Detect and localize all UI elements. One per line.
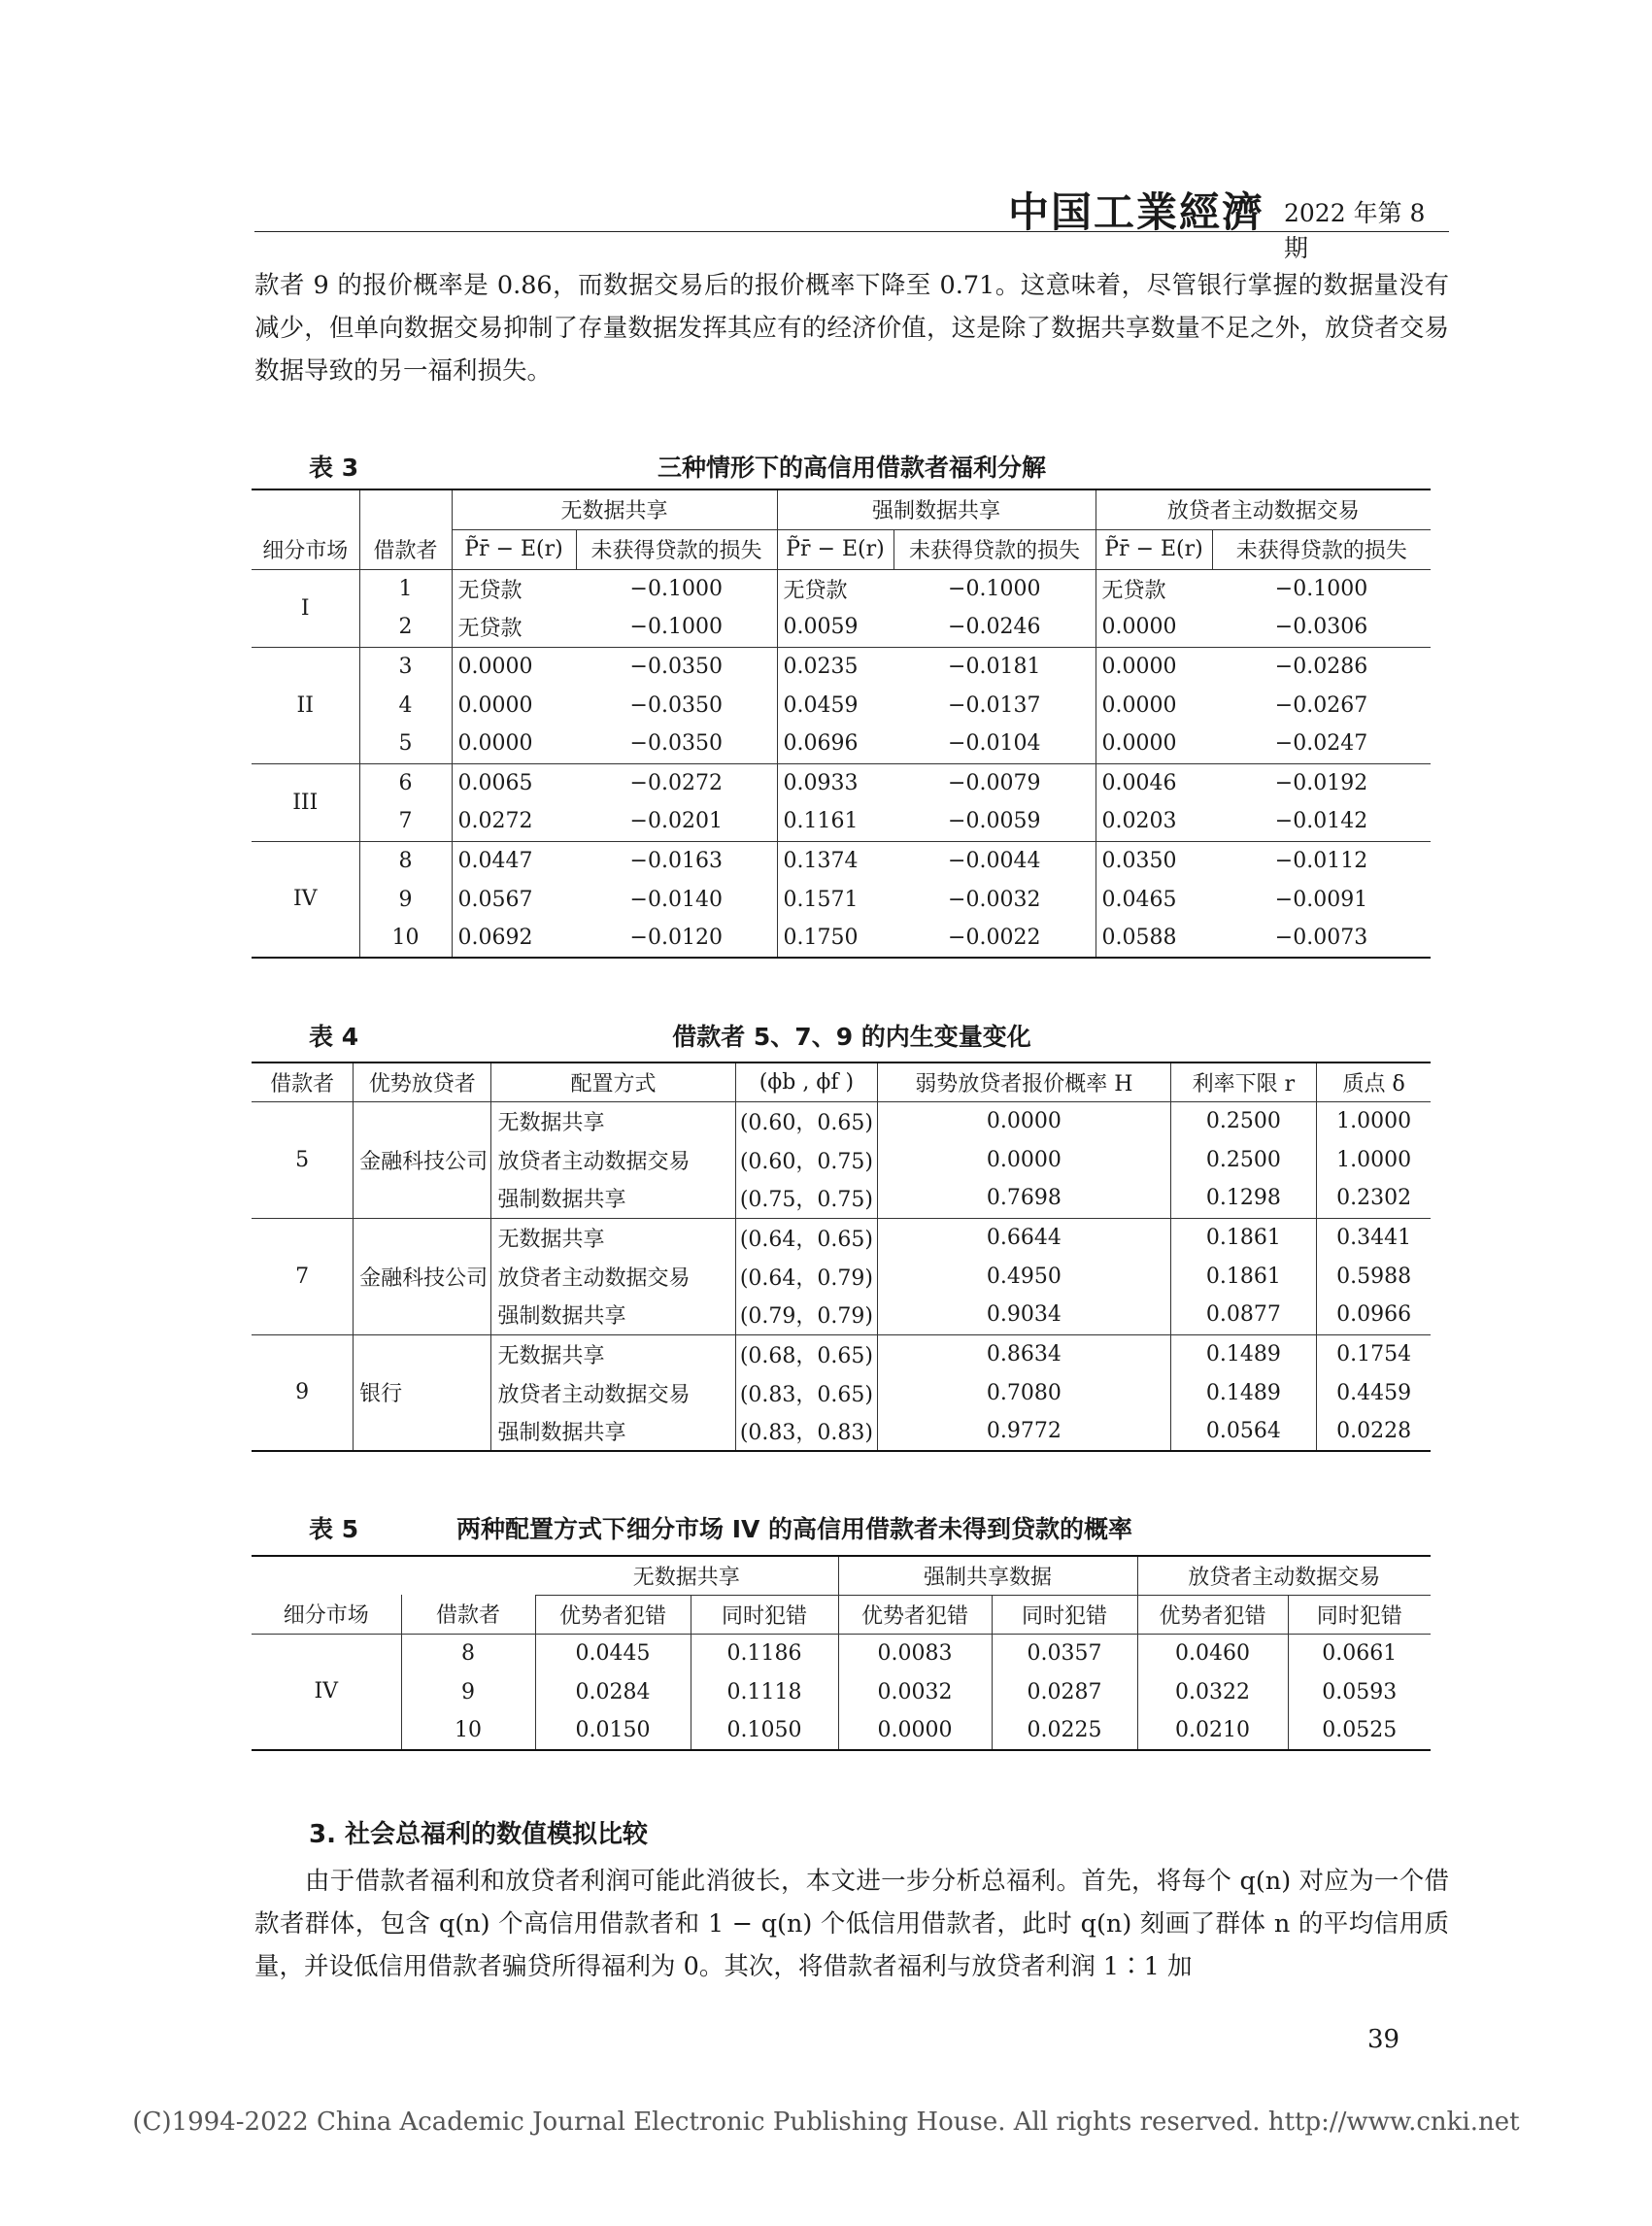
table3-cell: 0.0065 [457, 770, 533, 795]
table3-cell: 0.0933 [783, 770, 859, 795]
table5-borrower-cell: 8 [401, 1634, 535, 1672]
section-heading: 3. 社会总福利的数值模拟比较 [309, 1820, 649, 1849]
table3-borrower-cell: 3 [359, 647, 452, 686]
table4-cell: (0.64，0.79) [735, 1257, 878, 1296]
page-number: 39 [1367, 2025, 1400, 2054]
table4-cell: (0.79，0.79) [735, 1296, 878, 1334]
table3-cell: 无贷款 [783, 578, 848, 603]
table3-cell: −0.0306 [1274, 615, 1368, 640]
table3-cell: −0.0350 [576, 647, 777, 686]
table4-mode-cell: 放贷者主动数据交易 [491, 1257, 735, 1296]
table4-lender-cell: 银行 [354, 1334, 491, 1451]
table3-cell: 0.0000 [1101, 692, 1177, 718]
table4-borrower-cell: 7 [252, 1218, 354, 1334]
table3-cell: −0.0044 [893, 841, 1096, 880]
table4-cell: 0.0000 [878, 1140, 1170, 1179]
table5 [252, 1555, 1431, 1751]
table3-borrower-cell: 6 [359, 763, 452, 802]
table3-cell: 0.0203 [1101, 809, 1177, 834]
table3-cell: −0.0112 [1274, 848, 1368, 873]
table4-cell: 0.9772 [878, 1412, 1170, 1451]
table3-cell: −0.0140 [576, 880, 777, 919]
table3-cell: 0.0567 [457, 887, 533, 912]
table3-cell: −0.0032 [893, 880, 1096, 919]
table4-borrower-cell: 9 [252, 1334, 354, 1451]
table3-cell: 0.1571 [783, 887, 859, 912]
table5-cell: 0.1118 [691, 1672, 838, 1711]
table4-cell: 0.2500 [1170, 1101, 1317, 1140]
table3-cell: 0.0059 [783, 615, 859, 640]
table4-cell: 0.9034 [878, 1296, 1170, 1334]
table3-cell: 0.1161 [783, 809, 859, 834]
table5-col-header: 优势者犯错 [535, 1595, 691, 1634]
table3-cell: −0.0192 [1274, 770, 1368, 795]
table3-cell: 0.0692 [457, 926, 533, 950]
table5-cell: 0.0032 [838, 1672, 992, 1711]
table3-cell: −0.0286 [1274, 654, 1368, 679]
table3-cell: 0.0459 [783, 692, 859, 718]
table3-col-header: P̃r̄ − E(r) [452, 529, 576, 569]
table4-col-header: 质点 δ [1342, 1071, 1405, 1096]
table4-col-header: 配置方式 [491, 1062, 735, 1101]
table5-group-header: 强制共享数据 [838, 1556, 1137, 1595]
table3-cell: −0.0272 [576, 763, 777, 802]
journal-logo: 中国工業經濟 [1008, 188, 1265, 236]
table3-cell: 0.0000 [457, 654, 533, 679]
running-header [254, 183, 1449, 262]
table3-cell: −0.0350 [576, 686, 777, 725]
table3-cell: −0.0079 [893, 763, 1096, 802]
table5-cell: 0.0593 [1322, 1679, 1398, 1704]
table5-cell: 0.0661 [1322, 1640, 1398, 1666]
table5-col-header: 优势者犯错 [838, 1595, 992, 1634]
table4-title: 借款者 5、7、9 的内生变量变化 [672, 1023, 1031, 1051]
table3-cell: 0.0272 [457, 809, 533, 834]
table3-col-header: P̃r̄ − E(r) [1096, 529, 1212, 569]
table5-col-header: 同时犯错 [992, 1595, 1137, 1634]
table3-title: 三种情形下的高信用借款者福利分解 [657, 454, 1046, 482]
table4-cell: 1.0000 [1336, 1108, 1412, 1133]
table3-col-header: P̃r̄ − E(r) [777, 529, 893, 569]
table3-cell: 0.0000 [457, 692, 533, 718]
body-paragraph: 由于借款者福利和放贷者利润可能此消彼长，本文进一步分析总福利。首先，将每个 q(n) 对应为一个借款者群体，包含 q(n) 个高信用借款者和 1 − q(n) 个低信用借款者，此时 q(n) 刻画了群体 n 的平均信用质量，并设低信用借款者骗贷所得福利为 0。其次，将借款者福利与放贷者利润 1∶1 加 [254, 1867, 1449, 1981]
table4-cell: 0.0564 [1170, 1412, 1317, 1451]
table5-group-header: 放贷者主动数据交易 [1137, 1556, 1431, 1595]
table3-cell: 0.0000 [1101, 731, 1177, 757]
table4-cell: 0.0877 [1170, 1296, 1317, 1334]
table4-col-header: (ϕb , ϕf ) [735, 1062, 878, 1101]
table4-mode-cell: 强制数据共享 [491, 1179, 735, 1218]
table4-cell: 0.1489 [1170, 1334, 1317, 1373]
table5-cell: 0.0322 [1137, 1672, 1288, 1711]
table4-cell: 0.4459 [1336, 1380, 1412, 1405]
table5-col-header: 同时犯错 [691, 1595, 838, 1634]
table3-cell: −0.0247 [1274, 731, 1368, 757]
table4-mode-cell: 无数据共享 [491, 1218, 735, 1257]
table4-cell: 0.0000 [878, 1101, 1170, 1140]
table3-group-header: 强制数据共享 [777, 489, 1096, 529]
table4-cell: 0.7698 [878, 1179, 1170, 1218]
table3-market-cell: II [252, 647, 359, 763]
table5-col-header: 细分市场 [252, 1595, 401, 1634]
table3-cell: 0.0350 [1101, 848, 1177, 873]
table5-cell: 0.0460 [1137, 1634, 1288, 1672]
table5-cell: 0.0445 [535, 1634, 691, 1672]
table4-borrower-cell: 5 [252, 1101, 354, 1218]
table3-cell: −0.0120 [576, 919, 777, 958]
table5-cell: 0.1186 [691, 1634, 838, 1672]
table3-cell: −0.1000 [576, 569, 777, 608]
table5-title: 两种配置方式下细分市场 IV 的高信用借款者未得到贷款的概率 [456, 1515, 1133, 1543]
table4-cell: (0.64，0.65) [735, 1218, 878, 1257]
table3-cell: −0.0267 [1274, 692, 1368, 718]
table4-cell: 0.2302 [1336, 1186, 1412, 1211]
table3-group-header: 无数据共享 [452, 489, 777, 529]
body-paragraph: 款者 9 的报价概率是 0.86，而数据交易后的报价概率下降至 0.71。这意味着，尽管银行掌握的数据量没有减少，但单向数据交易抑制了存量数据发挥其应有的经济价值，这是除了数据共享数量不足之外，放贷者交易数据导致的另一福利损失。 [254, 271, 1449, 386]
table4-cell: 0.6644 [878, 1218, 1170, 1257]
table3-market-cell: III [252, 763, 359, 841]
issue-label: 2022 年第 8 期 [1284, 199, 1426, 262]
table3-group-header: 放贷者主动数据交易 [1096, 489, 1431, 529]
table4-cell: 0.3441 [1336, 1225, 1412, 1250]
table5-borrower-cell: 9 [401, 1672, 535, 1711]
table3-cell: −0.0091 [1274, 887, 1368, 912]
table3-cell: −0.0022 [893, 919, 1096, 958]
table5-col-header: 借款者 [401, 1595, 535, 1634]
table3-cell: 无贷款 [457, 578, 523, 603]
table3-borrower-cell: 8 [359, 841, 452, 880]
table4-mode-cell: 无数据共享 [491, 1101, 735, 1140]
table5-group-header: 无数据共享 [535, 1556, 838, 1595]
table3-cell: 0.0046 [1101, 770, 1177, 795]
table3-market-cell: IV [252, 841, 359, 958]
table3-cell: −0.1000 [576, 608, 777, 647]
table5-col-header: 优势者犯错 [1137, 1595, 1288, 1634]
table3-col-header: 细分市场 [252, 529, 359, 569]
table4-mode-cell: 强制数据共享 [491, 1296, 735, 1334]
table4-cell: 0.2500 [1170, 1140, 1317, 1179]
table4-mode-cell: 放贷者主动数据交易 [491, 1373, 735, 1412]
table5-col-header: 同时犯错 [1316, 1603, 1402, 1629]
table4-cell: (0.60，0.65) [735, 1101, 878, 1140]
table4-cell: 0.7080 [878, 1373, 1170, 1412]
table3-cell: 0.0235 [783, 654, 859, 679]
table3-cell: −0.0104 [893, 725, 1096, 763]
table3-cell: 0.0447 [457, 848, 533, 873]
table4-cell: 0.1861 [1170, 1257, 1317, 1296]
table4-cell: 0.1754 [1336, 1341, 1412, 1366]
table3-cell: 0.0465 [1101, 887, 1177, 912]
table3-cell: −0.0350 [576, 725, 777, 763]
table5-cell: 0.0150 [535, 1711, 691, 1750]
table3-borrower-cell: 7 [359, 802, 452, 841]
table4-mode-cell: 无数据共享 [491, 1334, 735, 1373]
table3-borrower-cell: 5 [359, 725, 452, 763]
table3-cell: 0.1750 [783, 926, 859, 950]
table3-cell: −0.0163 [576, 841, 777, 880]
table5-cell: 0.0225 [992, 1711, 1137, 1750]
table4-cell: (0.83，0.83) [735, 1412, 878, 1451]
table3-cell: 0.0000 [457, 731, 533, 757]
table3-cell: −0.0142 [1274, 809, 1368, 834]
table3-cell: −0.0073 [1274, 926, 1368, 950]
table4-lender-cell: 金融科技公司 [354, 1218, 491, 1334]
table4-cell: 1.0000 [1336, 1147, 1412, 1172]
table3-cell: −0.1000 [1274, 576, 1368, 601]
table3-cell: −0.1000 [893, 569, 1096, 608]
table3-col-header: 借款者 [359, 529, 452, 569]
table3-col-header: 未获得贷款的损失 [576, 529, 777, 569]
table3-borrower-cell: 10 [359, 919, 452, 958]
table4-cell: (0.60，0.75) [735, 1140, 878, 1179]
table3-label: 表 3 [309, 454, 359, 482]
table5-label: 表 5 [309, 1515, 359, 1543]
table4-cell: (0.75，0.75) [735, 1179, 878, 1218]
table4-mode-cell: 放贷者主动数据交易 [491, 1140, 735, 1179]
table3-cell: 无贷款 [457, 617, 523, 642]
table4-cell: (0.68，0.65) [735, 1334, 878, 1373]
table4-label: 表 4 [309, 1023, 359, 1051]
table3-cell: 0.1374 [783, 848, 859, 873]
table3-cell: −0.0137 [893, 686, 1096, 725]
table3-borrower-cell: 1 [359, 569, 452, 608]
table4-cell: 0.4950 [878, 1257, 1170, 1296]
table4-col-header: 优势放贷者 [354, 1062, 491, 1101]
table5-cell: 0.0000 [838, 1711, 992, 1750]
table4 [252, 1062, 1431, 1452]
table3-cell: 0.0000 [1101, 615, 1177, 640]
table4-cell: 0.1489 [1170, 1373, 1317, 1412]
table5-cell: 0.0287 [992, 1672, 1137, 1711]
table3-cell: 0.0000 [1101, 654, 1177, 679]
table3-cell: −0.0059 [893, 802, 1096, 841]
table3-borrower-cell: 2 [359, 608, 452, 647]
table4-lender-cell: 金融科技公司 [354, 1101, 491, 1218]
copyright-footer: (C)1994-2022 China Academic Journal Electronic Publishing House. All rights reserved. http://www.cnki.net [132, 2108, 1520, 2137]
table5-cell: 0.0525 [1322, 1718, 1398, 1742]
table4-cell: 0.5988 [1336, 1264, 1412, 1289]
table3-cell: −0.0201 [576, 802, 777, 841]
table3-cell: 0.0696 [783, 731, 859, 757]
table5-market-cell: IV [252, 1634, 401, 1750]
table3-col-header: 未获得贷款的损失 [893, 529, 1096, 569]
table3-market-cell: I [252, 569, 359, 647]
table5-cell: 0.1050 [691, 1711, 838, 1750]
table5-cell: 0.0357 [992, 1634, 1137, 1672]
table3-borrower-cell: 4 [359, 686, 452, 725]
table3-cell: −0.0246 [893, 608, 1096, 647]
table3-cell: 无贷款 [1101, 578, 1166, 603]
header-rule [254, 231, 1449, 232]
table4-cell: 0.1861 [1170, 1218, 1317, 1257]
table4-col-header: 借款者 [252, 1062, 354, 1101]
table3 [252, 489, 1431, 959]
table5-cell: 0.0083 [838, 1634, 992, 1672]
table3-borrower-cell: 9 [359, 880, 452, 919]
table5-cell: 0.0284 [535, 1672, 691, 1711]
table3-cell: −0.0181 [893, 647, 1096, 686]
table5-borrower-cell: 10 [401, 1711, 535, 1750]
table4-cell: 0.8634 [878, 1334, 1170, 1373]
table3-col-header: 未获得贷款的损失 [1235, 539, 1407, 563]
table4-cell: 0.0966 [1336, 1302, 1412, 1328]
table4-cell: 0.0228 [1336, 1419, 1412, 1443]
table4-cell: 0.1298 [1170, 1179, 1317, 1218]
table4-cell: (0.83，0.65) [735, 1373, 878, 1412]
table4-col-header: 弱势放贷者报价概率 H [878, 1062, 1170, 1101]
table3-cell: 0.0588 [1101, 926, 1177, 950]
table5-cell: 0.0210 [1137, 1711, 1288, 1750]
table4-col-header: 利率下限 r [1170, 1062, 1317, 1101]
table4-mode-cell: 强制数据共享 [491, 1412, 735, 1451]
